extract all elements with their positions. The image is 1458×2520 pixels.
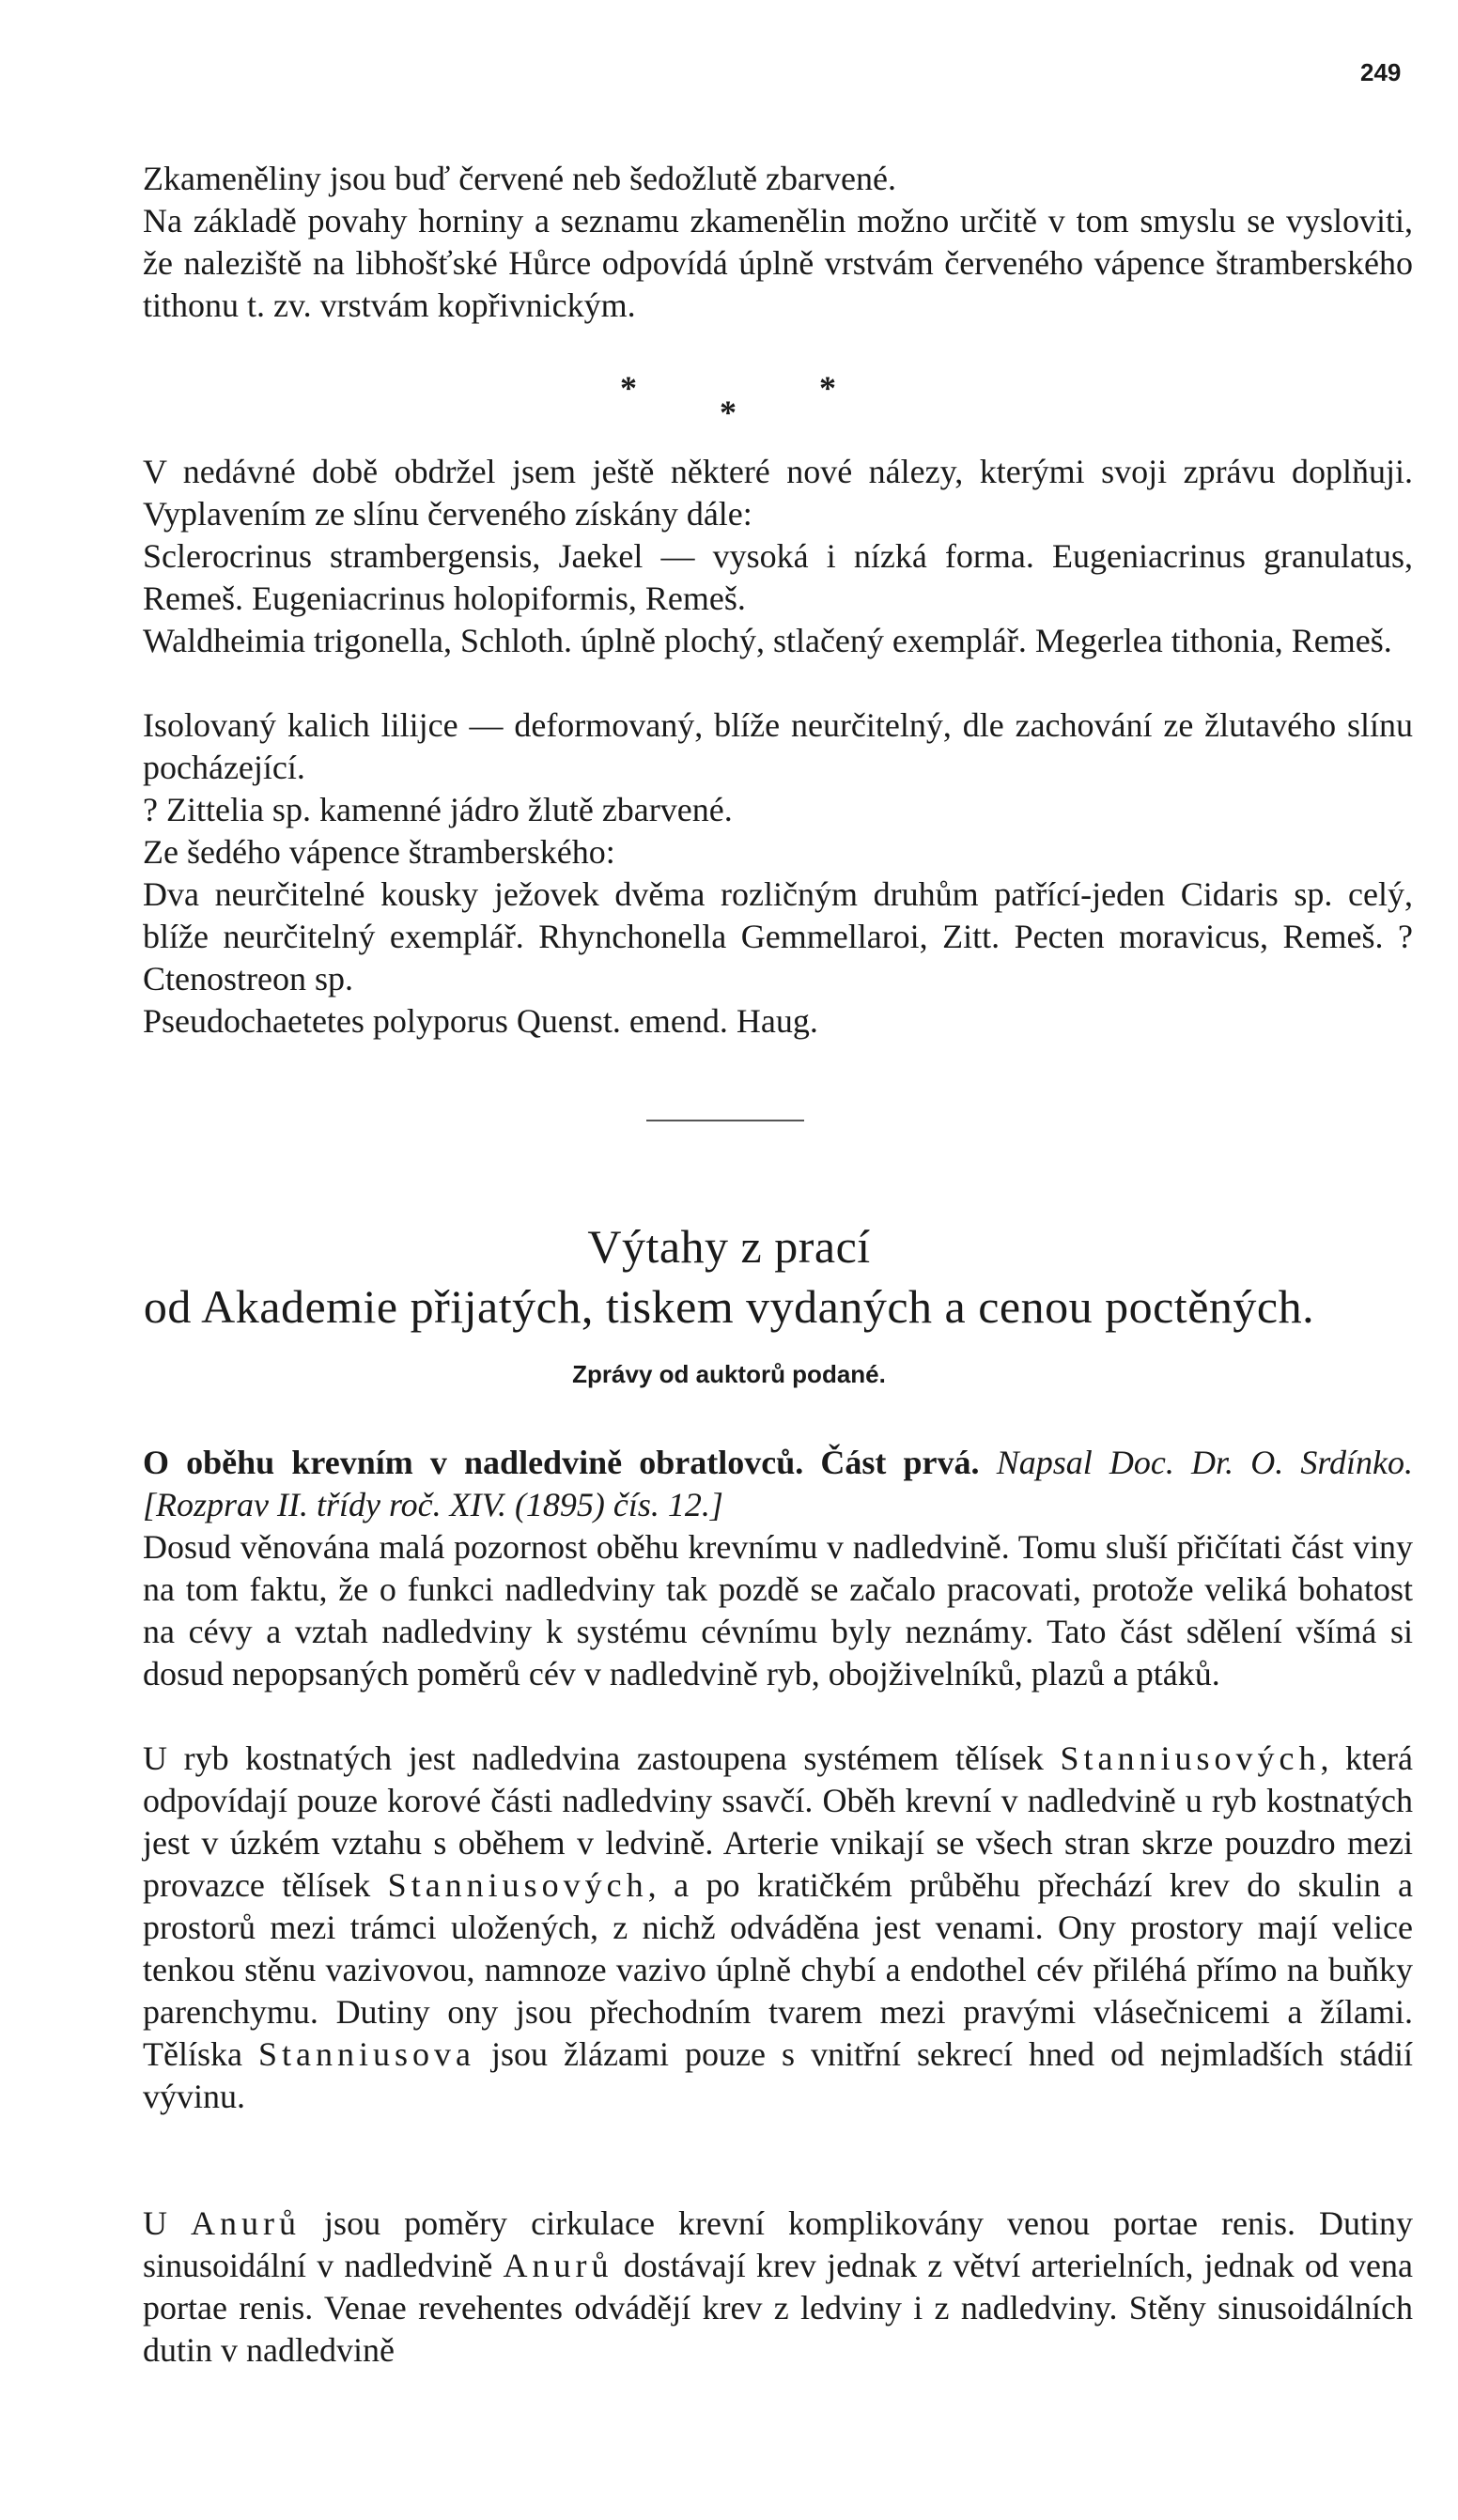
spaced-term: Stanniusových: [1060, 1739, 1321, 1777]
spaced-term: Stanniusových: [387, 1866, 648, 1904]
separator-star: *: [620, 369, 637, 407]
article-title: [143, 1442, 1413, 1526]
article-author-reference: Napsal Doc. Dr. O. Srdínko. [Rozprav II. třídy roč. XIV. (1895) čís. 12.]: [143, 1444, 1414, 1523]
paragraph-locality: Na základě povahy horniny a seznamu zkamenělin možno určitě v tom smyslu se vysloviti, že naleziště na libhošťské Hůrce odpovídá úplně vrstvám červeného vápence štramberského tithonu t. zv. vrstvám kopřivnickým.: [143, 202, 1413, 324]
paragraph-fossil-colors: Zkameněliny jsou buď červené neb šedožlutě zbarvené.: [143, 160, 896, 197]
paragraph-brachiopods: Waldheimia trigonella, Schloth. úplně plochý, stlačený exemplář. Megerlea tithonia, Remeš.: [143, 622, 1392, 659]
separator-star: *: [720, 394, 737, 431]
separator-star: *: [819, 369, 836, 407]
spaced-term: Anurů: [503, 2247, 613, 2284]
page-number: 249: [1360, 58, 1402, 86]
paragraph-new-finds: V nedávné době obdržel jsem ještě některé nové nálezy, kterými svoji zprávu doplňuji. Vyplavením ze slínu červeného získány dále:: [143, 453, 1413, 533]
article-paragraph-intro: Dosud věnována malá pozornost oběhu krevnímu v nadledvině. Tomu sluší přičítati část viny na tom faktu, že o funkci nadledviny tak pozdě se začalo pracovati, protože veliká bohatost na cévy a vztah nadledviny k systému cévnímu byly neznámy. Tato část sdělení všímá si dosud nepopsaných poměrů cév v nadledvině ryb, obojživelníků, plazů a ptáků.: [143, 1528, 1413, 1693]
paragraph-echinoids: Dva neurčitelné kousky ježovek dvěma rozličným druhům patřící-jeden Cidaris sp. celý, blíže neurčitelný exemplář. Rhynchonella Gemmellaroi, Zitt. Pecten moravicus, Remeš. ? Ctenostreon sp.: [143, 875, 1413, 997]
spaced-term: Anurů: [191, 2204, 302, 2242]
spaced-term: Stanniusova: [258, 2035, 475, 2073]
section-divider: [646, 1120, 804, 1121]
paragraph-pseudochaetetes: Pseudochaetetes polyporus Quenst. emend. Haug.: [143, 1002, 818, 1040]
article-paragraph-anura: U Anurů jsou poměry cirkulace krevní komplikovány venou portae renis. Dutiny sinusoidální v nadledvině Anurů dostávají krev jednak z větví arterielních, jednak od vena portae renis. Venae revehentes odvádějí krev z ledviny i z nadledviny. Stěny sinusoidálních dutin v nadledvině: [143, 2204, 1414, 2369]
paragraph-zittelia: ? Zittelia sp. kamenné jádro žlutě zbarvené.: [143, 791, 733, 828]
section-heading-line1: Výtahy z prací: [587, 1220, 871, 1273]
paragraph-crinoids: Sclerocrinus strambergensis, Jaekel — vysoká i nízká forma. Eugeniacrinus granulatus, Remeš. Eugeniacrinus holopiformis, Remeš.: [143, 537, 1413, 617]
article-title-text: O oběhu krevním v nadledvině obratlovců. Část prvá.: [143, 1444, 980, 1481]
paragraph-grey-limestone: Ze šedého vápence štramberského:: [143, 833, 615, 871]
section-heading-line2: od Akademie přijatých, tiskem vydaných a cenou poctěných.: [143, 1280, 1315, 1333]
paragraph-calyx: Isolovaný kalich lilijce — deformovaný, blíže neurčitelný, dle zachování ze žlutavého slínu pocházející.: [143, 706, 1413, 786]
section-subtitle: Zprávy od auktorů podané.: [572, 1360, 886, 1388]
article-paragraph-fish: U ryb kostnatých jest nadledvina zastoupena systémem tělísek Stanniusových, která odpovídají pouze korové části nadledviny ssavčí. Oběh krevní v nadledvině u ryb kostnatých jest v úzkém vztahu s oběhem v ledvině. Arterie vnikají se všech stran skrze pouzdro mezi provazce tělísek Stanniusových, a po kratičkém průběhu přechází krev do skulin a prostorů mezi trámci uložených, z nichž odváděna jest venami. Ony prostory mají velice tenkou stěnu vazivovou, namnoze vazivo úplně chybí a endothel cév přiléhá přímo na buňky parenchymu. Dutiny ony jsou přechodním tvarem mezi pravými vlásečnicemi a žílami. Tělíska Stanniusova jsou žlázami pouze s vnitřní sekrecí hned od nejmladších stádií vývinu.: [143, 1739, 1413, 2115]
